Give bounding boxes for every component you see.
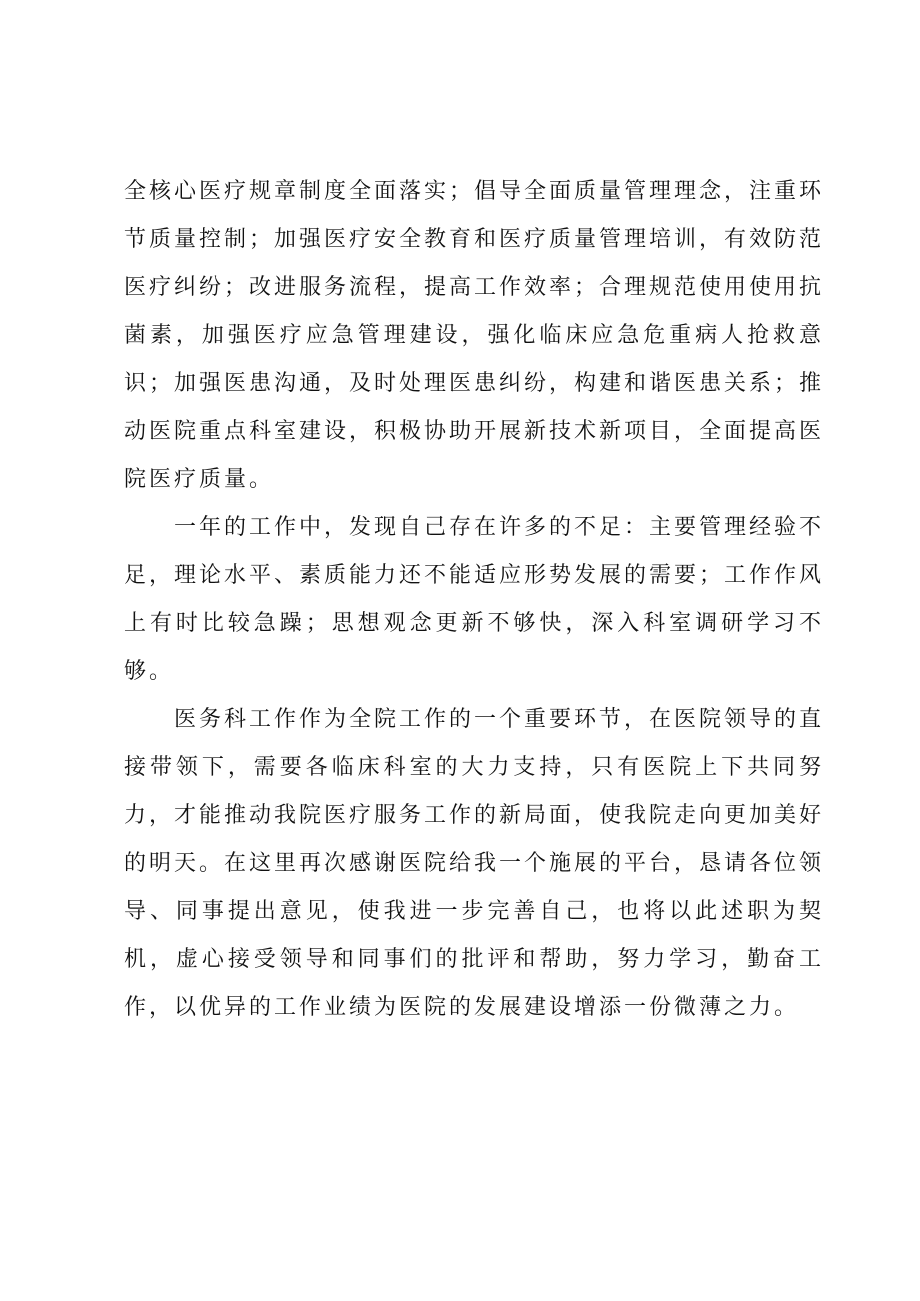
paragraph-3: 医务科工作作为全院工作的一个重要环节，在医院领导的直接带领下，需要各临床科室的大力支持，只有医院上下共同努力，才能推动我院医疗服务工作的新局面，使我院走向更加美好的明天。在这里再次感谢医院给我一个施展的平台，恳请各位领导、同事提出意见，使我进一步完善自己，也将以此述职为契机，虚心接受领导和同事们的批评和帮助，努力学习，勤奋工作，以优异的工作业绩为医院的发展建设增添一份微薄之力。 [124,707,825,1020]
paragraph-1: 全核心医疗规章制度全面落实；倡导全面质量管理理念，注重环节质量控制；加强医疗安全教育和医疗质量管理培训，有效防范医疗纠纷；改进服务流程，提高工作效率；合理规范使用使用抗菌素，加强医疗应急管理建设，强化临床应急危重病人抢救意识；加强医患沟通，及时处理医患纠纷，构建和谐医患关系；推动医院重点科室建设，积极协助开展新技术新项目，全面提高医院医疗质量。 [124,179,825,492]
paragraph-2: 一年的工作中，发现自己存在许多的不足：主要管理经验不足，理论水平、素质能力还不能适应形势发展的需要；工作作风上有时比较急躁；思想观念更新不够快，深入科室调研学习不够。 [124,515,825,684]
document-body [124,168,824,1032]
